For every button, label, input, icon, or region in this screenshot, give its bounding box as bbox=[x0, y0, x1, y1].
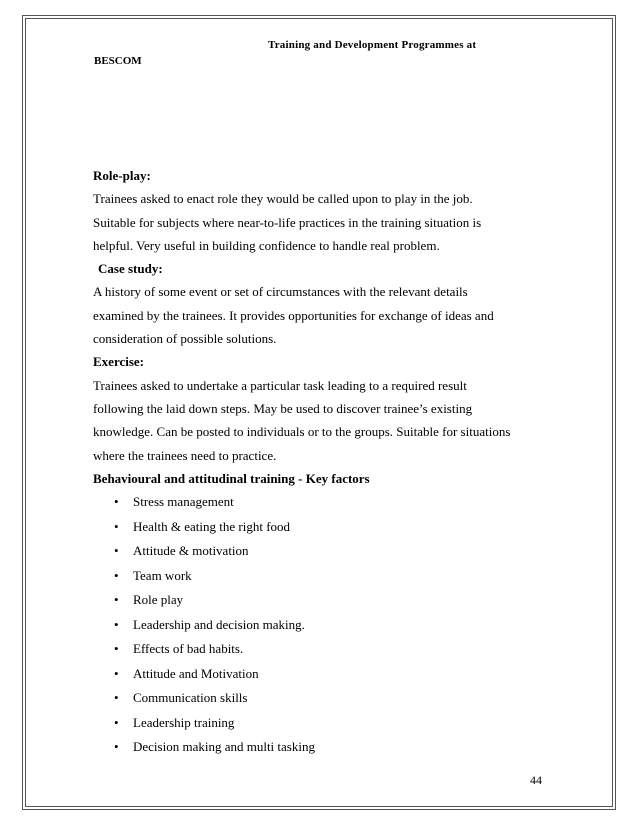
list-item-text: Health & eating the right food bbox=[133, 518, 291, 534]
list-item-text: Leadership and decision making. bbox=[133, 616, 305, 632]
list-item bbox=[93, 637, 543, 662]
list-item bbox=[93, 613, 543, 638]
exercise-line: knowledge. Can be posted to individuals or to the groups. Suitable for situations bbox=[93, 424, 511, 440]
header-title: Training and Development Programmes at bbox=[268, 39, 477, 51]
key-factors-heading: Behavioural and attitudinal training - Key factors bbox=[93, 470, 370, 486]
key-factors-list bbox=[93, 490, 543, 760]
list-item bbox=[93, 588, 543, 613]
case-study-line: consideration of possible solutions. bbox=[93, 331, 277, 347]
list-item-text: Role play bbox=[133, 592, 184, 608]
list-item bbox=[93, 711, 543, 736]
bullet-icon: • bbox=[114, 543, 119, 559]
case-study-heading: Case study: bbox=[98, 261, 163, 277]
list-item-text: Effects of bad habits. bbox=[133, 641, 244, 657]
list-item-text: Decision making and multi tasking bbox=[133, 739, 315, 755]
list-item bbox=[93, 686, 543, 711]
list-item bbox=[93, 735, 543, 760]
bullet-icon: • bbox=[114, 714, 119, 730]
exercise-line: Trainees asked to undertake a particular task leading to a required result bbox=[93, 377, 467, 393]
header-org: BESCOM bbox=[94, 55, 142, 67]
bullet-icon: • bbox=[114, 739, 119, 755]
list-item-text: Stress management bbox=[133, 494, 234, 510]
list-item bbox=[93, 564, 543, 589]
list-item-text: Attitude and Motivation bbox=[133, 665, 259, 681]
role-play-heading: Role-play: bbox=[93, 168, 151, 183]
list-item-text: Team work bbox=[133, 567, 192, 583]
document-body bbox=[93, 164, 543, 760]
exercise-heading: Exercise: bbox=[93, 354, 145, 370]
case-study-line: examined by the trainees. It provides opportunities for exchange of ideas and bbox=[93, 307, 494, 323]
role-play-line: helpful. Very useful in building confidence to handle real problem. bbox=[93, 237, 440, 253]
bullet-icon: • bbox=[114, 494, 119, 510]
list-item-text: Leadership training bbox=[133, 714, 235, 730]
role-play-line: Suitable for subjects where near-to-life practices in the training situation is bbox=[93, 214, 482, 230]
role-play-line: Trainees asked to enact role they would be called upon to play in the job. bbox=[93, 191, 473, 207]
list-item-text: Communication skills bbox=[133, 690, 248, 706]
exercise-line: where the trainees need to practice. bbox=[93, 447, 277, 463]
bullet-icon: • bbox=[114, 567, 119, 583]
bullet-icon: • bbox=[114, 690, 119, 706]
list-item-text: Attitude & motivation bbox=[133, 543, 249, 559]
bullet-icon: • bbox=[114, 518, 119, 534]
bullet-icon: • bbox=[114, 592, 119, 608]
page-number: 44 bbox=[530, 773, 542, 787]
bullet-icon: • bbox=[114, 641, 119, 657]
exercise-line: following the laid down steps. May be used to discover trainee’s existing bbox=[93, 400, 473, 416]
list-item bbox=[93, 539, 543, 564]
case-study-line: A history of some event or set of circumstances with the relevant details bbox=[93, 284, 468, 300]
list-item bbox=[93, 662, 543, 687]
list-item bbox=[93, 490, 543, 515]
bullet-icon: • bbox=[114, 616, 119, 632]
list-item bbox=[93, 515, 543, 540]
bullet-icon: • bbox=[114, 665, 119, 681]
